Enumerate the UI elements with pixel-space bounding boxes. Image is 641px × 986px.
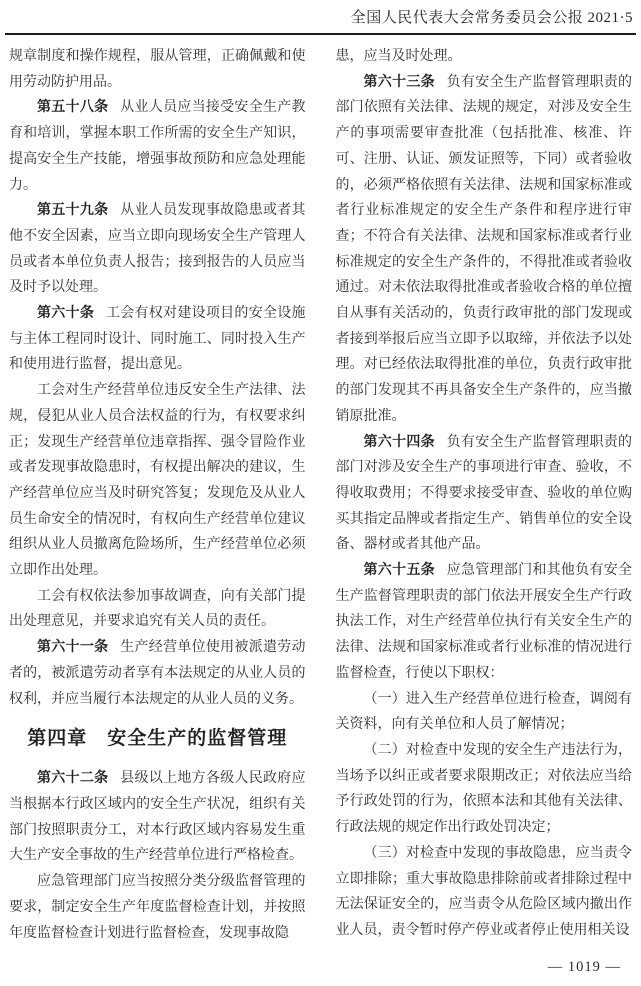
body-paragraph: 工会对生产经营单位违反安全生产法律、法规，侵犯从业人员合法权益的行为，有权要求纠正；发现生产经营单位违章指挥、强令冒险作业或者发现事故隐患时，有权提出解决的建议，生产经营单位应当及时研究答复；发现危及从业人员生命安全的情况时，有权向生产经营单位建议组织从业人员撤离危险场所，生产经营单位必须立即作出处理。 — [9, 383, 306, 579]
article-number: 第六十四条 — [363, 434, 435, 450]
body-paragraph: （三）对检查中发现的事故隐患，应当责令立即排除；重大事故隐患排除前或者排除过程中无法保证安全的，应当责令从危险区域内撤出作业人员，责令暂时停产停业或者停止使用相关设 — [335, 845, 632, 938]
article-number: 第六十条 — [37, 306, 95, 322]
article-paragraph: 第六十五条 应急管理部门和其他负有安全生产监督管理职责的部门依法开展安全生产行政执法工作，对生产经营单位执行有关安全生产的法律、法规和国家标准或者行业标准的情况进行监督检查，行使以下职权： — [335, 563, 633, 681]
left-column — [9, 44, 306, 946]
body-paragraph: 规章制度和操作规程，服从管理，正确佩戴和使用劳动防护用品。 — [9, 49, 306, 90]
article-paragraph: 第六十四条 负有安全生产监督管理职责的部门对涉及安全生产的事项进行审查、验收，不得收取费用；不得要求接受审查、验收的单位购买其指定品牌或者指定生产、销售单位的安全设备、器材或者其他产品。 — [335, 434, 633, 553]
article-number: 第六十二条 — [37, 771, 109, 787]
chapter-heading: 第四章 安全生产的监督管理 — [27, 728, 288, 750]
article-paragraph: 第五十九条 从业人员发现事故隐患或者其他不安全因素，应当立即向现场安全生产管理人员或者本单位负责人报告；接到报告的人员应当及时予以处理。 — [9, 203, 306, 296]
page-header — [0, 0, 641, 28]
article-paragraph: 第六十二条 县级以上地方各级人民政府应当根据本行政区域内的安全生产状况，组织有关部门按照职责分工，对本行政区域内容易发生重大生产安全事故的生产经营单位进行严格检查。 — [9, 771, 306, 864]
page-number: — 1019 — — [547, 959, 621, 975]
body-paragraph: （二）对检查中发现的安全生产违法行为，当场予以纠正或者要求限期改正；对依法应当给予行政处罚的行为，依照本法和其他有关法律、行政法规的规定作出行政处罚决定； — [335, 742, 632, 836]
body-paragraph: 工会有权依法参加事故调查，向有关部门提出处理意见，并要求追究有关人员的责任。 — [9, 588, 306, 630]
document-body — [0, 35, 641, 946]
right-column — [336, 44, 633, 946]
article-number: 第六十一条 — [37, 640, 109, 656]
body-paragraph: （一）进入生产经营单位进行检查，调阅有关资料，向有关单位和人员了解情况； — [335, 691, 632, 733]
article-number: 第五十八条 — [37, 100, 109, 116]
body-paragraph: 应急管理部门应当按照分类分级监督管理的要求，制定安全生产年度监督检查计划，并按照年度监督检查计划进行监督检查，发现事故隐 — [9, 874, 306, 941]
article-paragraph: 第六十条 工会有权对建设项目的安全设施与主体工程同时设计、同时施工、同时投入生产和使用进行监督，提出意见。 — [9, 306, 306, 373]
article-paragraph: 第六十三条 负有安全生产监督管理职责的部门依照有关法律、法规的规定，对涉及安全生产的事项需要审查批准（包括批准、核准、许可、注册、认证、颁发证照等，下同）或者验收的，必须严格依照有关法律、法规和国家标准或者行业标准规定的安全生产条件和程序进行审查；不符合有关法律、法规和国家标准或者行业标准规定的安全生产条件的，不得批准或者验收通过。对未依法取得批准或者验收合格的单位擅自从事有关活动的，负责行政审批的部门发现或者接到举报后应当立即予以取缔，并依法予以处理。对已经依法取得批准的单位，负责行政审批的部门发现其不再具备安全生产条件的，应当撤销原批准。 — [335, 74, 633, 424]
article-number: 第六十五条 — [363, 563, 435, 579]
article-paragraph: 第五十八条 从业人员应当接受安全生产教育和培训，掌握本职工作所需的安全生产知识，提高安全生产技能，增强事故预防和应急处理能力。 — [9, 100, 306, 193]
article-paragraph: 第六十一条 生产经营单位使用被派遣劳动者的，被派遣劳动者享有本法规定的从业人员的权利，并应当履行本法规定的从业人员的义务。 — [9, 640, 306, 707]
publication-title: 全国人民代表大会常务委员会公报 2021·5 — [350, 10, 633, 26]
page-footer — [548, 959, 621, 976]
article-number: 第六十三条 — [363, 74, 435, 90]
body-paragraph: 患，应当及时处理。 — [335, 49, 462, 64]
article-number: 第五十九条 — [37, 203, 109, 219]
